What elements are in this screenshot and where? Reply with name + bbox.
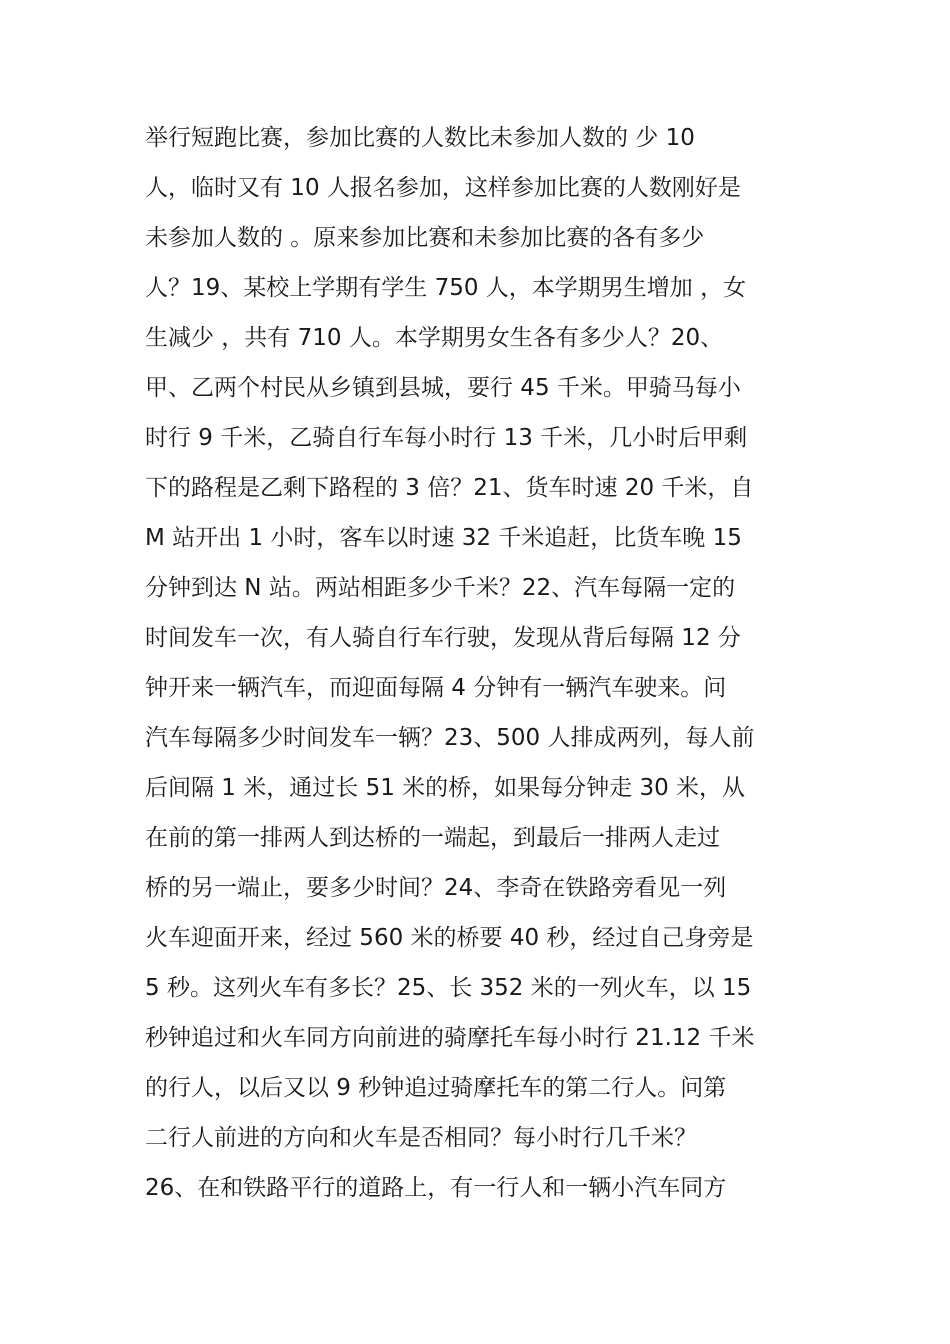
text-line: 举行短跑比赛，参加比赛的人数比未参加人数的 少 10 <box>145 125 695 151</box>
text-line: 分钟到达 N 站。两站相距多少千米？22、汽车每隔一定的 <box>145 575 736 601</box>
text-line: M 站开出 1 小时，客车以时速 32 千米追赶，比货车晚 15 <box>145 525 742 551</box>
text-line: 汽车每隔多少时间发车一辆？23、500 人排成两列，每人前 <box>145 725 755 751</box>
text-line: 火车迎面开来，经过 560 米的桥要 40 秒，经过自己身旁是 <box>145 925 754 951</box>
text-line: 钟开来一辆汽车，而迎面每隔 4 分钟有一辆汽车驶来。问 <box>145 675 727 701</box>
text-line: 生减少 ，共有 710 人。本学期男女生各有多少人？20、 <box>145 325 724 351</box>
text-line: 甲、乙两个村民从乡镇到县城，要行 45 千米。甲骑马每小 <box>145 375 741 401</box>
text-line: 在前的第一排两人到达桥的一端起，到最后一排两人走过 <box>145 825 720 851</box>
text-line: 5 秒。这列火车有多长？25、长 352 米的一列火车，以 15 <box>145 975 752 1001</box>
text-line: 桥的另一端止，要多少时间？24、李奇在铁路旁看见一列 <box>145 875 727 901</box>
text-line: 时间发车一次，有人骑自行车行驶，发现从背后每隔 12 分 <box>145 625 741 651</box>
text-line: 人？19、某校上学期有学生 750 人，本学期男生增加 ，女 <box>145 275 747 301</box>
text-line: 26、在和铁路平行的道路上，有一行人和一辆小汽车同方 <box>145 1175 727 1201</box>
text-line: 未参加人数的 。原来参加比赛和未参加比赛的各有多少 <box>145 225 705 251</box>
text-line: 秒钟追过和火车同方向前进的骑摩托车每小时行 21.12 千米 <box>145 1025 755 1051</box>
text-line: 二行人前进的方向和火车是否相同？每小时行几千米？ <box>145 1125 697 1151</box>
text-line: 时行 9 千米，乙骑自行车每小时行 13 千米，几小时后甲剩 <box>145 425 748 451</box>
text-line: 的行人，以后又以 9 秒钟追过骑摩托车的第二行人。问第 <box>145 1075 727 1101</box>
text-line: 后间隔 1 米，通过长 51 米的桥，如果每分钟走 30 米，从 <box>145 775 746 801</box>
text-line: 下的路程是乙剩下路程的 3 倍？21、货车时速 20 千米，自 <box>145 475 754 501</box>
text-line: 人，临时又有 10 人报名参加，这样参加比赛的人数刚好是 <box>145 175 741 201</box>
body-text <box>145 113 825 1213</box>
